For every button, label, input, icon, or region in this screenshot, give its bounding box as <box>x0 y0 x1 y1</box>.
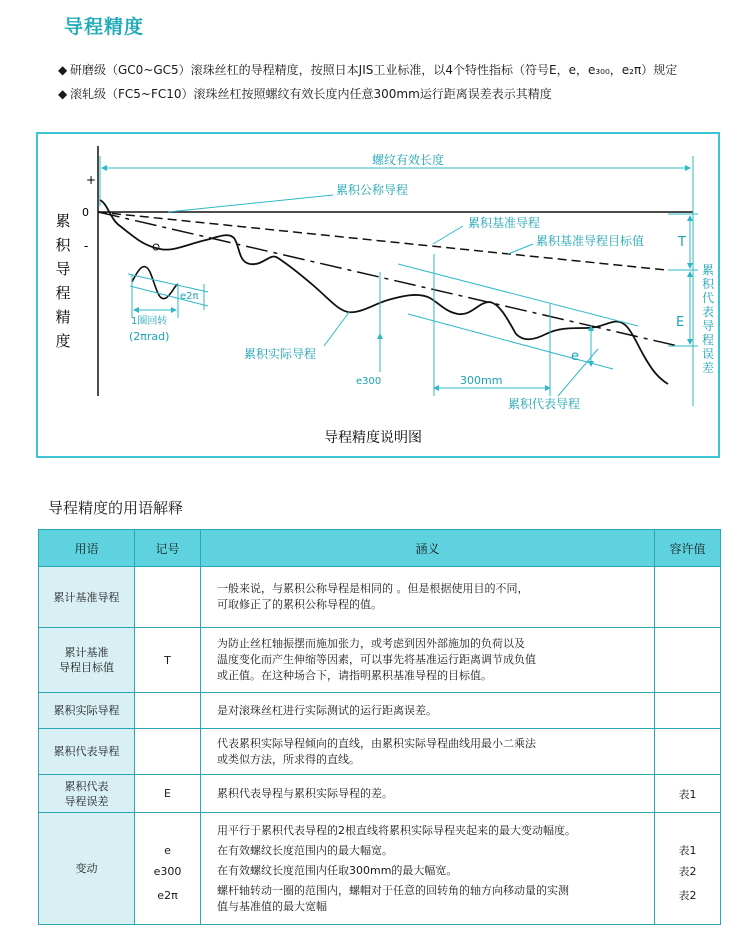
svg-text:积: 积 <box>701 277 715 291</box>
representative-lead-line <box>98 212 678 346</box>
variation-e-meaning: 在有效螺纹长度范围内的最大幅宽。 <box>217 843 393 857</box>
variation-e2pi-meaning-2: 值与基准值的最大宽幅 <box>217 899 327 913</box>
meaning-cell: 累积代表导程与累积实际导程的差。 <box>201 775 655 813</box>
tolerance-cell <box>655 567 721 628</box>
symbol-cell <box>135 567 201 628</box>
meaning-cell: 一般来说，与累积公称导程是相同的 。但是根据使用目的不同， 可取修正了的累积公称导程的值。 <box>201 567 655 628</box>
lead-accuracy-diagram <box>36 132 720 458</box>
term-cell: 变动 <box>39 813 135 925</box>
y-tick-minus: - <box>84 239 89 253</box>
mm300-label: 300mm <box>460 374 503 387</box>
symbol-cell: T <box>135 628 201 693</box>
tolerance-cell <box>655 693 721 729</box>
table-row <box>39 628 721 693</box>
reference-target-label: 累积基准导程目标值 <box>536 234 645 248</box>
bullet-diamond-icon: ◆ <box>58 63 68 77</box>
header-tolerance: 容许值 <box>655 530 721 567</box>
reference-target-leader <box>508 244 533 254</box>
bullet-grinding-grade <box>58 61 677 78</box>
table-header-row <box>39 530 721 567</box>
meaning-cell: 是对滚珠丝杠进行实际测试的运行距离误差。 <box>201 693 655 729</box>
y-axis-label <box>55 212 71 350</box>
y-tick-plus: + <box>86 173 97 187</box>
svg-text:表: 表 <box>701 305 715 319</box>
bullet-text: 研磨级（GC0~GC5）滚珠丝杠的导程精度，按照日本JIS工业标准，以4个特性指标（符号E，e，e₃₀₀，e₂π）规定 <box>70 63 678 77</box>
e-band-lower <box>408 314 613 369</box>
table-row <box>39 567 721 628</box>
actual-lead-leader <box>324 311 350 346</box>
symbol-e300: e300 <box>153 864 182 878</box>
reference-lead-leader <box>433 226 463 244</box>
svg-text:度: 度 <box>55 332 71 350</box>
t-label: T <box>678 235 686 250</box>
variation-e2pi-meaning: 螺杆轴转动一圈的范围内，螺帽对于任意的回转角的轴方向移动量的实测 <box>217 883 569 897</box>
svg-text:导: 导 <box>55 260 71 278</box>
representative-lead-label: 累积代表导程 <box>508 397 581 411</box>
one-rev-label: 1圈回转 <box>131 316 168 327</box>
diagram-caption: 导程精度说明图 <box>324 430 422 446</box>
header-symbol: 记号 <box>135 530 201 567</box>
terms-table <box>38 529 721 925</box>
meaning-cell <box>201 813 655 925</box>
e-label: E <box>676 315 685 330</box>
table-row-variation <box>39 813 721 925</box>
table-row <box>39 693 721 729</box>
term-cell: 累积代表 导程误差 <box>39 775 135 813</box>
e2pi-label: e2π <box>180 291 199 302</box>
nominal-lead-label: 累积公称导程 <box>336 183 409 197</box>
page-title: 导程精度 <box>64 16 145 38</box>
svg-text:差: 差 <box>701 361 715 375</box>
nominal-lead-leader <box>168 195 333 212</box>
svg-text:程: 程 <box>55 284 71 302</box>
diagram-svg <box>38 134 722 460</box>
header-term: 用语 <box>39 530 135 567</box>
svg-text:导: 导 <box>701 319 715 333</box>
svg-text:误: 误 <box>701 347 715 361</box>
two-pi-rad-label: (2πrad) <box>129 330 170 343</box>
symbol-e: e <box>164 843 171 857</box>
symbol-cell: E <box>135 775 201 813</box>
term-cell: 累计基准导程 <box>39 567 135 628</box>
table-row <box>39 775 721 813</box>
bullet-diamond-icon: ◆ <box>58 87 68 101</box>
y-tick-zero: 0 <box>82 206 89 219</box>
e300-label: e300 <box>356 376 382 387</box>
actual-lead-label: 累积实际导程 <box>244 347 317 361</box>
meaning-cell: 代表累积实际导程倾向的直线，由累积实际导程曲线用最小二乘法 或类似方法，所求得的直线。 <box>201 729 655 775</box>
symbol-cell <box>135 813 201 925</box>
meaning-cell: 为防止丝杠轴振摆而施加张力，或考虑到因外部施加的负荷以及 温度变化而产生伸缩等因素，可以事先将基准运行距离调节成负值 或正值。在这种场合下，请指明累积基准导程的目标值。 <box>201 628 655 693</box>
variation-intro: 用平行于累积代表导程的2根直线将累积实际导程夹起来的最大变动幅度。 <box>217 823 576 837</box>
bullet-text: 滚轧级（FC5~FC10）滚珠丝杠按照螺纹有效长度内任意300mm运行距离误差表示其精度 <box>70 87 552 101</box>
variation-e300-meaning: 在有效螺纹长度范围内任取300mm的最大幅宽。 <box>217 863 458 877</box>
symbol-cell <box>135 729 201 775</box>
svg-text:精: 精 <box>55 308 71 326</box>
tolerance-cell <box>655 729 721 775</box>
e-variation-label: e <box>571 349 579 364</box>
table-row <box>39 729 721 775</box>
reference-lead-label: 累积基准导程 <box>468 216 541 230</box>
svg-text:累: 累 <box>701 263 715 277</box>
term-cell: 累计基准 导程目标值 <box>39 628 135 693</box>
one-rev-curve <box>132 267 178 299</box>
table-section-title: 导程精度的用语解释 <box>48 499 184 517</box>
svg-text:程: 程 <box>701 333 715 347</box>
representative-error-label <box>702 263 715 375</box>
e2pi-band-upper <box>128 274 208 292</box>
header-meaning: 涵义 <box>201 530 655 567</box>
svg-text:代: 代 <box>701 291 715 305</box>
symbol-cell <box>135 693 201 729</box>
term-cell: 累积代表导程 <box>39 729 135 775</box>
svg-text:积: 积 <box>55 236 71 254</box>
bullet-rolled-grade <box>58 85 552 102</box>
tolerance-cell: 表1 表2 表2 <box>655 813 721 925</box>
effective-length-label: 螺纹有效长度 <box>371 153 445 167</box>
svg-text:累: 累 <box>55 212 71 230</box>
symbol-e2pi: e2π <box>157 888 178 902</box>
tolerance-cell: 表1 <box>655 775 721 813</box>
term-cell: 累积实际导程 <box>39 693 135 729</box>
tolerance-cell <box>655 628 721 693</box>
